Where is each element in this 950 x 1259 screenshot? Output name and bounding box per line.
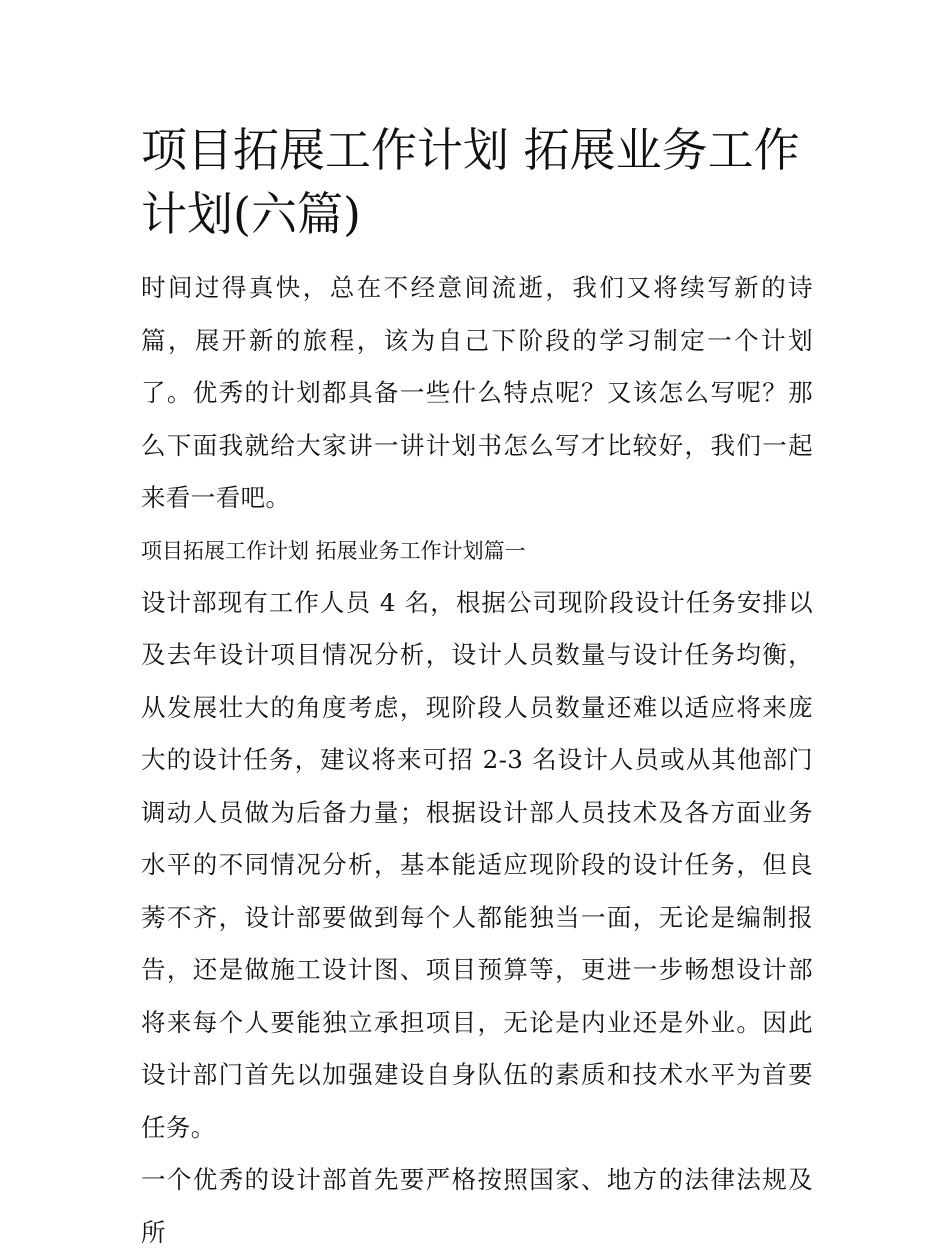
body-paragraph-2: 一个优秀的设计部首先要严格按照国家、地方的法律法规及所 (141, 1165, 813, 1247)
section-heading: 项目拓展工作计划 拓展业务工作计划篇一 (141, 538, 526, 563)
document-page (141, 118, 813, 1259)
body-paragraph-1: 设计部现有工作人员 4 名，根据公司现阶段设计任务安排以及去年设计项目情况分析，设计人员数量与设计任务均衡，从发展壮大的角度考虑，现阶段人员数量还难以适应将来庞大的设计任务，建议将来可招 2-3 名设计人员或从其他部门调动人员做为后备力量；根据设计部人员技术及各方面业务水平的不同情况分析，基本能适应现阶段的设计任务，但良莠不齐，设计部要做到每个人都能独当一面，无论是编制报告，还是做施工设计图、项目预算等，更进一步畅想设计部将来每个人要能独立承担项目，无论是内业还是外业。因此设计部门首先以加强建设自身队伍的素质和技术水平为首要任务。 (141, 587, 813, 1142)
document-title: 项目拓展工作计划 拓展业务工作计划(六篇) (141, 123, 800, 241)
intro-paragraph: 时间过得真快，总在不经意间流逝，我们又将续写新的诗篇，展开新的旅程，该为自己下阶段的学习制定一个计划了。优秀的计划都具备一些什么特点呢？又该怎么写呢？那么下面我就给大家讲一讲计划书怎么写才比较好，我们一起来看一看吧。 (141, 273, 813, 512)
